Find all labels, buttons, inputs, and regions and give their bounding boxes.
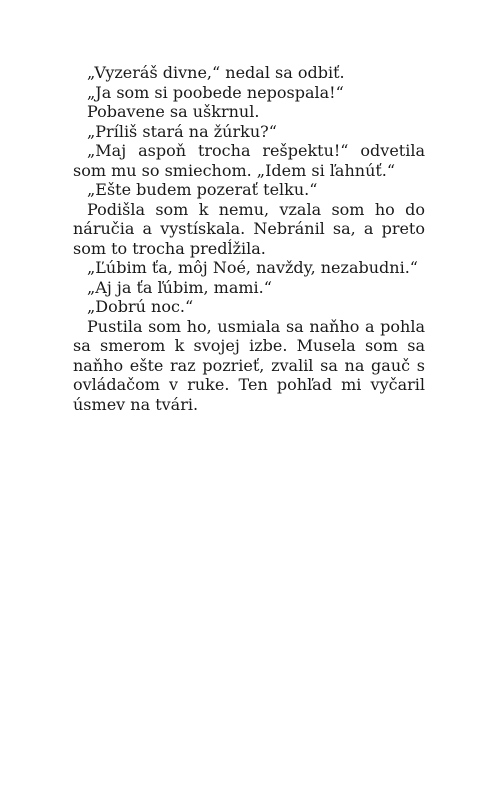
paragraph: „Vyzeráš divne,“ nedal sa odbiť.: [87, 63, 345, 82]
paragraph: „Ja som si poobede nepospala!“: [87, 82, 344, 102]
paragraph: „Príliš stará na žúrku?“: [87, 121, 277, 141]
paragraph: „Ľúbim ťa, môj Noé, navždy, nezabudni.“: [87, 258, 418, 277]
paragraph: „Dobrú noc.“: [87, 297, 194, 316]
paragraph: Pobavene sa uškrnul.: [87, 102, 260, 121]
body-text: [73, 63, 425, 414]
paragraph: „Aj ja ťa ľúbim, mami.“: [87, 277, 272, 297]
paragraph: Pustila som ho, usmiala sa naňho a pohla sa smerom k svojej izbe. Musela som sa naňho ešte raz pozrieť, zvalil sa na gauč s ovládačom v ruke. Ten pohľad mi vyčaril úsmev na tvári.: [73, 316, 425, 414]
paragraph: Podišla som k nemu, vzala som ho do náručia a vystískala. Nebránil sa, a preto som to trocha predĺžila.: [73, 199, 425, 258]
paragraph: „Maj aspoň trocha rešpektu!“ odvetila som mu so smiechom. „Idem si ľahnúť.“: [73, 141, 425, 180]
paragraph: „Ešte budem pozerať telku.“: [87, 180, 318, 199]
